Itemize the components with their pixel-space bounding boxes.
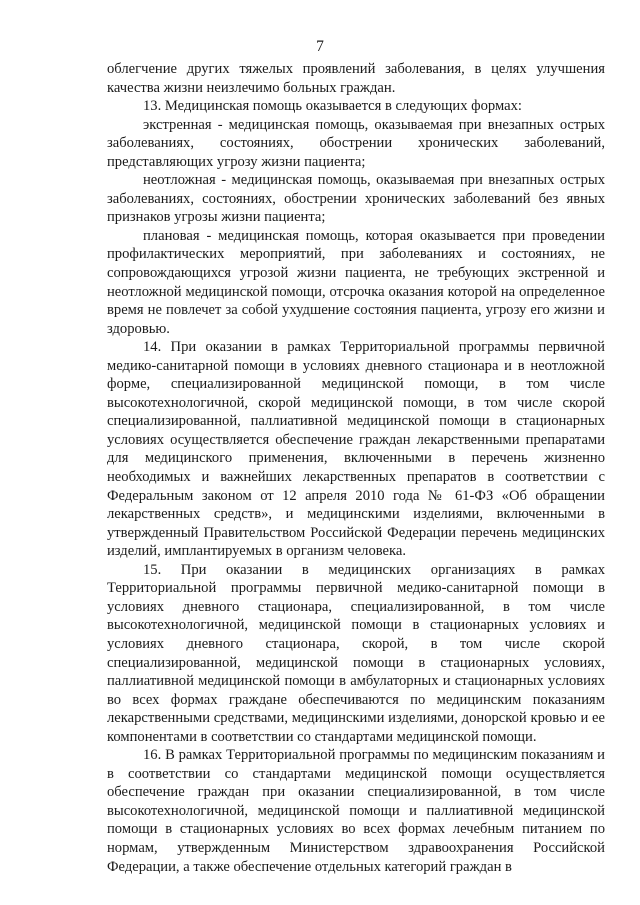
paragraph-urgent-form: неотложная - медицинская помощь, оказываемая при внезапных острых заболеваниях, состояниях, обострении хронических заболеваний без явных признаков угрозы жизни пациента; (107, 172, 605, 226)
paragraph-16: 16. В рамках Территориальной программы по медицинским показаниям и в соответствии со стандартами медицинской помощи осуществляется обеспечение граждан при оказании специализированной, в том числе высокотехнологичной, медицинской помощи и паллиативной медицинской помощи в стационарных условиях во всех формах лечебным питанием по нормам, утвержденным Министерством здравоохранения Российской Федерации, а также обеспечение отдельных категорий граждан в (107, 747, 605, 875)
paragraph-14: 14. При оказании в рамках Территориальной программы первичной медико-санитарной помощи в условиях дневного стационара и в неотложной форме, специализированной медицинской помощи, в том числе высокотехнологичной, скорой медицинской помощи, в том числе скорой специализированной, паллиативной медицинской помощи в стационарных условиях осуществляется обеспечение граждан лекарственными препаратами для медицинского применения, включенными в перечень жизненно необходимых и важнейших лекарственных препаратов в соответствии с Федеральным законом от 12 апреля 2010 года № 61-ФЗ «Об обращении лекарственных средств», и медицинскими изделиями, включенными в утвержденный Правительством Российской Федерации перечень медицинских изделий, имплантируемых в организм человека. (107, 339, 605, 560)
paragraph-planned-form: плановая - медицинская помощь, которая оказывается при проведении профилактических мероприятий, при заболеваниях и состояниях, не сопровождающихся угрозой жизни пациента, не требующих экстренной и неотложной медицинской помощи, отсрочка оказания которой на определенное время не повлечет за собой ухудшение состояния пациента, угрозу его жизни и здоровью. (107, 227, 605, 337)
paragraph-13-heading: 13. Медицинская помощь оказывается в следующих формах: (143, 98, 522, 115)
paragraph-emergency-form: экстренная - медицинская помощь, оказываемая при внезапных острых заболеваниях, состояниях, обострении хронических заболеваний, представляющих угрозу жизни пациента; (107, 116, 605, 170)
paragraph-15: 15. При оказании в медицинских организациях в рамках Территориальной программы первичной медико-санитарной помощи в условиях дневного стационара, специализированной, в том числе высокотехнологичной, медицинской помощи в стационарных условиях и условиях дневного стационара, скорой, в том числе скорой специализированной, медицинской помощи в стационарных условиях, паллиативной медицинской помощи в амбулаторных и стационарных условиях во всех формах граждане обеспечиваются по медицинским показаниям лекарственными средствами, медицинскими изделиями, донорской кровью и ее компонентами в соответствии со стандартами медицинской помощи. (107, 561, 605, 745)
page-number: 7 (316, 38, 324, 55)
paragraph-continuation: облегчение других тяжелых проявлений заболевания, в целях улучшения качества жизни неизлечимо больных граждан. (107, 61, 605, 96)
document-body (107, 60, 605, 876)
